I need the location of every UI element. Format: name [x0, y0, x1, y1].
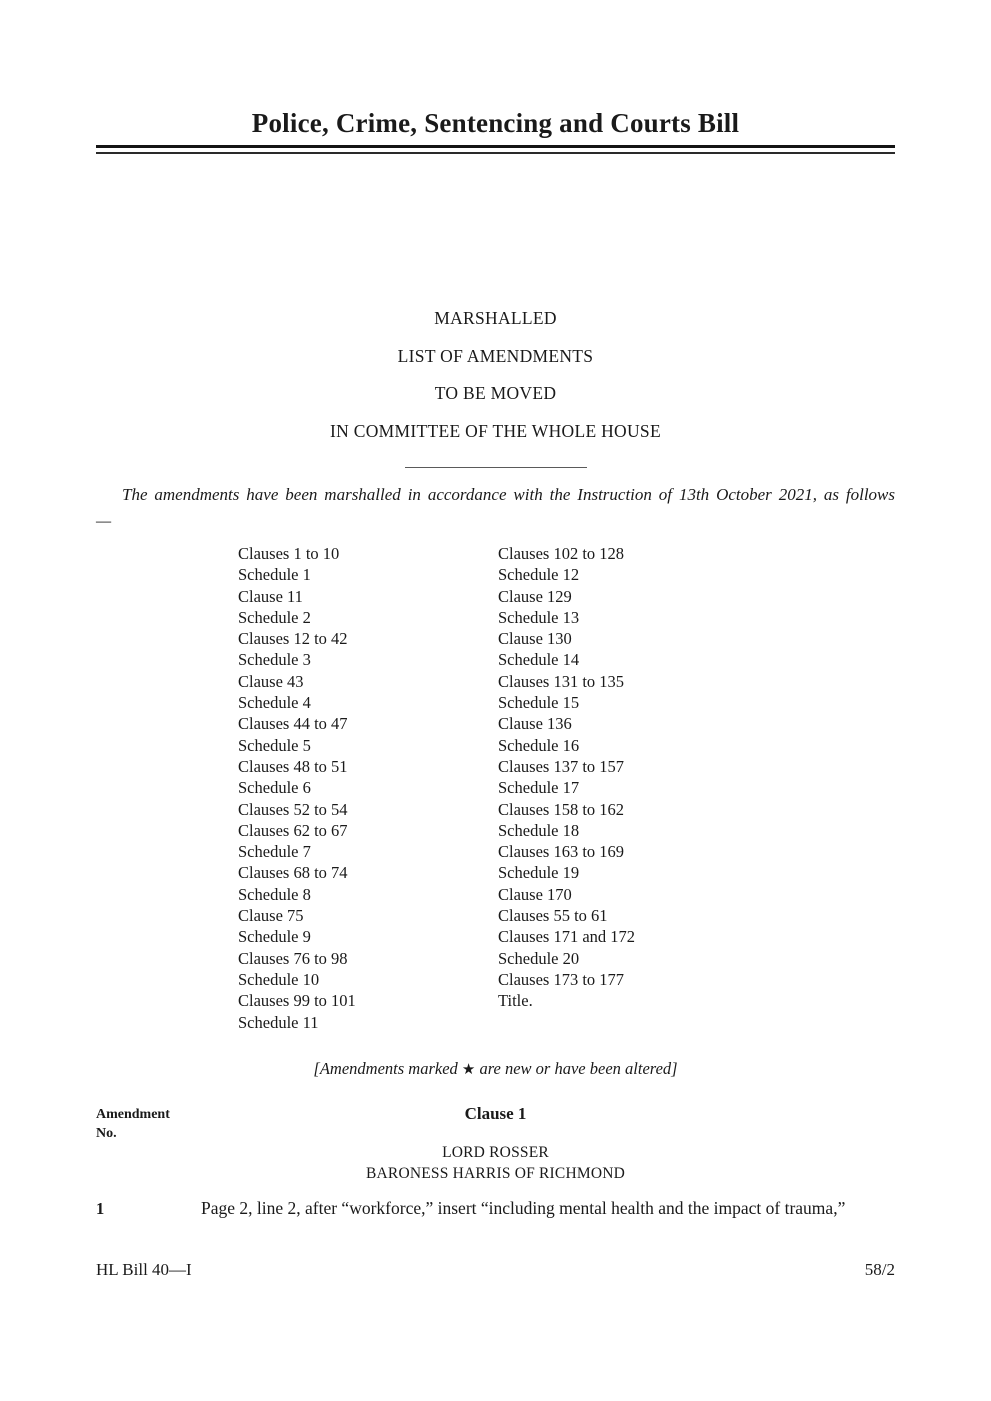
clause-order-list [96, 543, 895, 1033]
amendment-no-column-label [96, 1105, 170, 1143]
clause-order-item: Schedule 8 [238, 884, 311, 904]
amendment-text: Page 2, line 2, after “workforce,” insert “including mental health and the impact of trauma,” [201, 1197, 846, 1218]
clause-heading: Clause 1 [464, 1103, 527, 1123]
clause-order-item: Schedule 11 [238, 1012, 319, 1032]
clause-order-item: Clauses 12 to 42 [238, 629, 348, 649]
clause-order-item: Clauses 68 to 74 [238, 863, 348, 883]
clause-order-item: Clauses 1 to 10 [238, 544, 340, 563]
clause-order-item: Schedule 9 [238, 927, 311, 947]
clause-order-item: Schedule 4 [238, 693, 311, 713]
clause-order-item: Clause 170 [498, 884, 572, 904]
clause-order-item: Schedule 2 [238, 607, 311, 627]
clause-order-item: Clauses 55 to 61 [498, 906, 608, 926]
clause-order-item: Schedule 13 [498, 607, 580, 627]
clause-order-item: Clause 129 [498, 586, 572, 606]
clause-order-item: Schedule 12 [498, 565, 580, 585]
star-note-close: are new or have been altered] [475, 1058, 678, 1078]
sponsor-name: LORD ROSSER [442, 1143, 549, 1161]
clause-order-item: Schedule 6 [238, 778, 311, 798]
heading-list-of-amendments: LIST OF AMENDMENTS [397, 345, 594, 366]
page-footer [96, 1260, 895, 1280]
clause-order-item: Clauses 163 to 169 [498, 842, 625, 862]
clause-order-item: Clauses 158 to 162 [498, 799, 625, 819]
heading-committee: IN COMMITTEE OF THE WHOLE HOUSE [330, 420, 661, 441]
amendment-no-label-line2: No. [96, 1125, 117, 1141]
clause-order-item: Schedule 5 [238, 735, 311, 755]
amendment-sponsors [96, 1142, 895, 1184]
clause-order-item: Clauses 137 to 157 [498, 756, 625, 776]
clause-order-item: Clauses 131 to 135 [498, 671, 625, 691]
section-divider-rule [405, 467, 587, 468]
heading-to-be-moved: TO BE MOVED [434, 383, 557, 403]
clause-order-item: Clause 130 [498, 629, 572, 649]
star-note-open: [Amendments marked [313, 1058, 462, 1078]
page-reference: 58/2 [864, 1260, 895, 1279]
clause-order-item: Schedule 17 [498, 778, 580, 798]
document-headings [96, 300, 895, 450]
clause-order-item: Schedule 18 [498, 820, 580, 840]
marshalling-note: The amendments have been marshalled in accordance with the Instruction of 13th October 2021, as follows— [96, 485, 895, 530]
clause-order-item: Schedule 14 [498, 650, 580, 670]
clause-order-item: Schedule 3 [238, 650, 311, 670]
clause-order-item: Schedule 10 [238, 969, 320, 989]
heading-marshalled: MARSHALLED [434, 308, 557, 328]
clause-order-item: Clause 43 [238, 671, 304, 691]
amendment-no-label-line1: Amendment [96, 1106, 170, 1122]
clause-order-item: Clauses 173 to 177 [498, 969, 625, 989]
star-legend-note [96, 1059, 895, 1079]
clause-order-item: Clauses 52 to 54 [238, 799, 348, 819]
clause-order-item: Schedule 1 [238, 565, 311, 585]
clause-order-item: Clauses 62 to 67 [238, 820, 348, 840]
clause-order-item: Clauses 171 and 172 [498, 927, 636, 947]
clause-order-item: Clause 136 [498, 714, 572, 734]
star-icon: ★ [461, 1061, 476, 1078]
clause-order-item: Schedule 20 [498, 948, 580, 968]
clause-order-item: Schedule 16 [498, 735, 580, 755]
clause-order-column-right [498, 543, 635, 1033]
clause-order-item: Clauses 76 to 98 [238, 948, 348, 968]
bill-reference: HL Bill 40—I [96, 1260, 192, 1279]
clause-order-item: Clause 11 [238, 586, 303, 606]
title-double-rule [96, 145, 895, 154]
clause-order-item: Clause 75 [238, 906, 304, 926]
clause-order-item: Schedule 7 [238, 842, 311, 862]
clause-order-item: Clauses 102 to 128 [498, 544, 625, 563]
clause-order-item: Title. [498, 991, 533, 1011]
amendment-section-header [96, 1103, 895, 1141]
sponsor-name: BARONESS HARRIS OF RICHMOND [365, 1164, 626, 1182]
clause-order-item: Clauses 48 to 51 [238, 756, 348, 776]
clause-order-column-left [238, 543, 498, 1033]
amendment-entry [96, 1195, 895, 1222]
clause-order-item: Clauses 44 to 47 [238, 714, 348, 734]
amendment-number: 1 [96, 1198, 105, 1218]
clause-order-item: Clauses 99 to 101 [238, 991, 356, 1011]
clause-order-item: Schedule 15 [498, 693, 580, 713]
page-title: Police, Crime, Sentencing and Courts Bill [251, 108, 740, 138]
clause-order-item: Schedule 19 [498, 863, 580, 883]
